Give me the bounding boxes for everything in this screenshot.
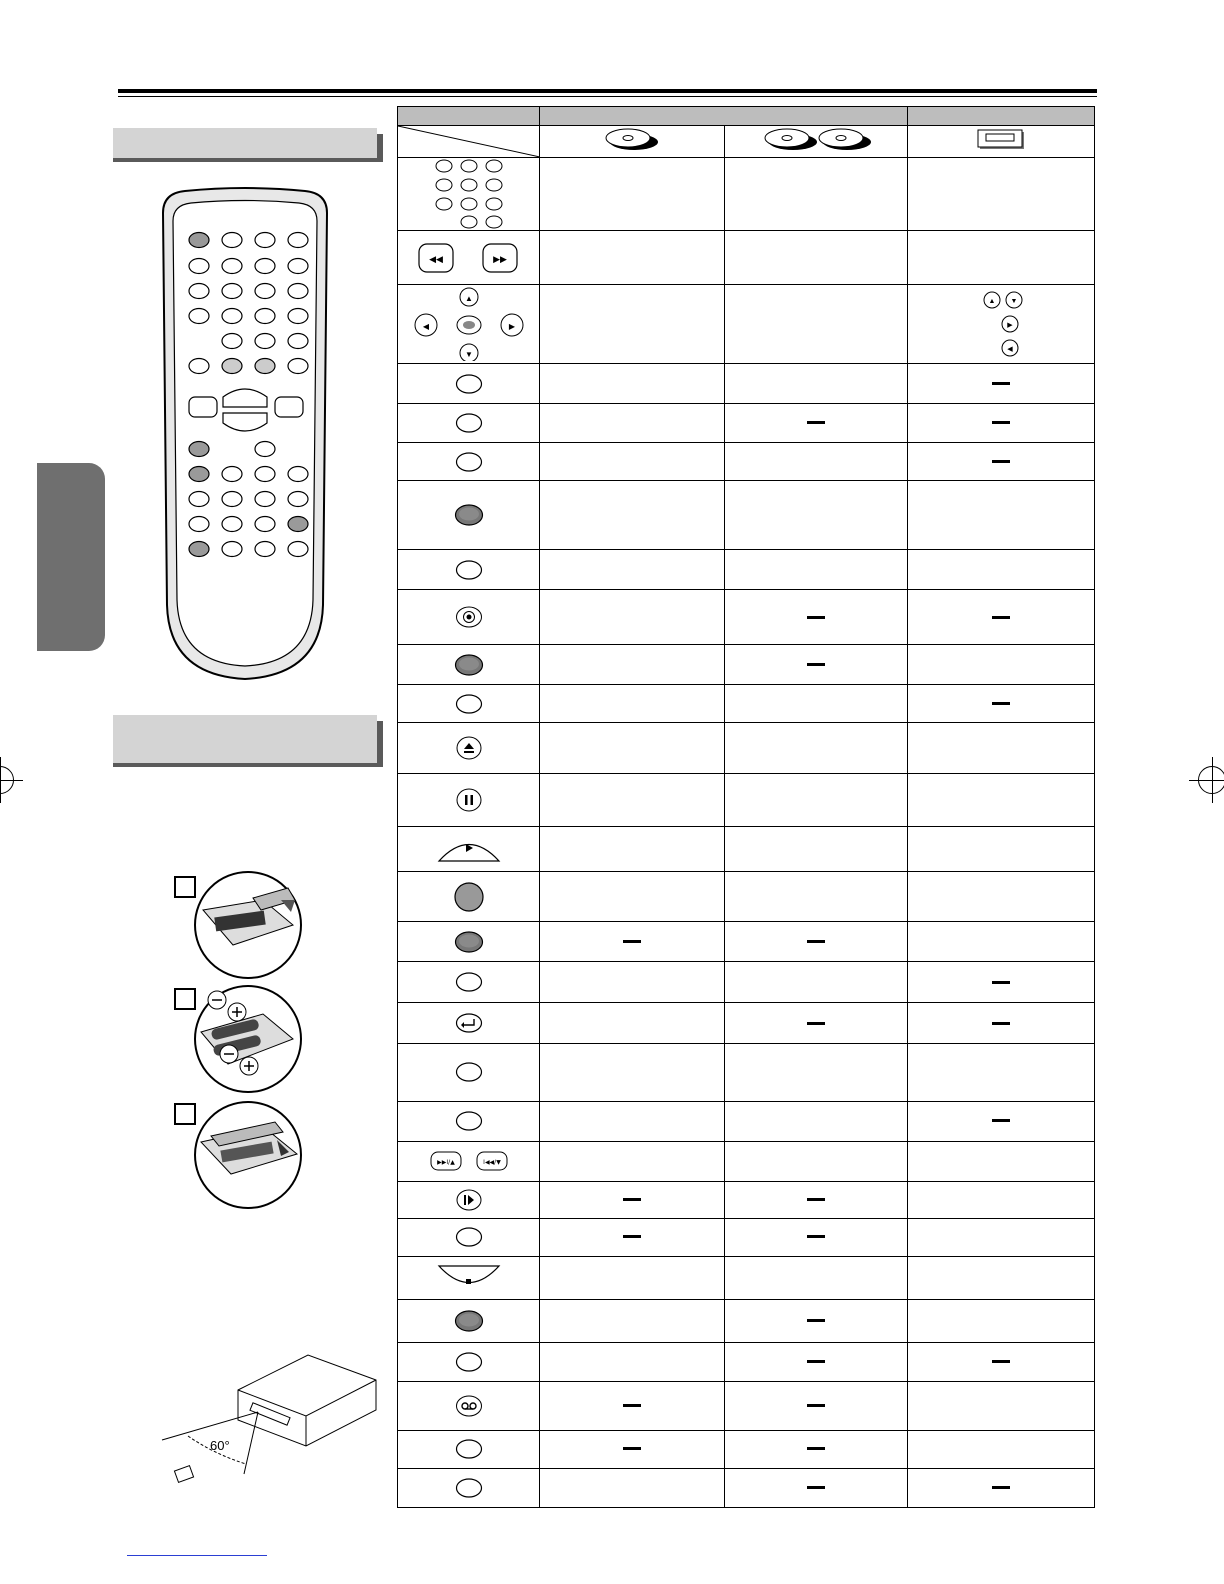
dvd-function-cell xyxy=(540,1430,725,1468)
vcr-function-cell xyxy=(908,1256,1095,1299)
table-row xyxy=(398,872,1095,922)
button-function-table xyxy=(397,106,1095,1508)
not-available-dash xyxy=(807,1022,825,1025)
cd-function-cell xyxy=(725,1256,908,1299)
svg-text:I◀◀/▼: I◀◀/▼ xyxy=(482,1159,501,1167)
vcr-function-cell xyxy=(908,1468,1095,1507)
remote-key xyxy=(255,542,275,557)
diagonal-cell xyxy=(398,126,540,158)
cd-function-cell xyxy=(725,1044,908,1101)
cd-function-cell xyxy=(725,962,908,1003)
dvd-function-cell xyxy=(540,1003,725,1044)
cd-function-cell xyxy=(725,550,908,590)
oval-button-icon xyxy=(398,1468,540,1507)
remote-key xyxy=(222,492,242,507)
battery-step-1-illustration xyxy=(193,870,303,980)
remote-key xyxy=(255,492,275,507)
remote-key xyxy=(189,309,209,324)
cd-function-cell xyxy=(725,1181,908,1218)
remote-key xyxy=(288,259,308,274)
tape-icon xyxy=(398,1381,540,1430)
cd-function-cell xyxy=(725,285,908,364)
battery-step-3-illustration xyxy=(193,1100,303,1210)
dvd-function-cell xyxy=(540,922,725,962)
remote-key xyxy=(222,359,242,374)
dvd-function-cell xyxy=(540,827,725,872)
vcr-function-cell xyxy=(908,645,1095,685)
not-available-dash xyxy=(807,940,825,943)
vcr-function-cell xyxy=(908,404,1095,443)
cd-function-cell xyxy=(725,1381,908,1430)
remote-key xyxy=(255,359,275,374)
dvd-function-cell xyxy=(540,774,725,827)
remote-key xyxy=(189,259,209,274)
remote-key xyxy=(189,284,209,299)
bottom-link-line xyxy=(127,1555,267,1556)
svg-text:◀: ◀ xyxy=(1007,345,1013,353)
skip-buttons-icon xyxy=(398,1141,540,1181)
remote-key xyxy=(288,492,308,507)
cd-function-cell xyxy=(725,158,908,231)
cd-function-cell xyxy=(725,1468,908,1507)
top-rule-thin xyxy=(118,96,1097,97)
chapter-side-tab xyxy=(37,463,105,651)
vcr-function-cell xyxy=(908,922,1095,962)
vcr-function-cell xyxy=(908,158,1095,231)
oval-button-icon xyxy=(398,1101,540,1141)
table-row xyxy=(398,1430,1095,1468)
dvd-function-cell xyxy=(540,1342,725,1381)
dvd-function-cell xyxy=(540,1218,725,1256)
table-row xyxy=(398,1101,1095,1141)
cd-function-cell xyxy=(725,827,908,872)
angle-label: 60° xyxy=(210,1438,230,1453)
not-available-dash xyxy=(807,1404,825,1407)
vcr-function-cell xyxy=(908,590,1095,645)
cd-function-cell xyxy=(725,443,908,481)
battery-step-2-illustration xyxy=(193,984,303,1094)
not-available-dash xyxy=(992,981,1010,984)
remote-key xyxy=(288,233,308,248)
table-row xyxy=(398,774,1095,827)
remote-key xyxy=(288,309,308,324)
not-available-dash xyxy=(992,1022,1010,1025)
number-keypad-icon xyxy=(398,158,540,231)
skip-key xyxy=(275,397,303,417)
cd-function-cell xyxy=(725,872,908,922)
remote-key xyxy=(189,492,209,507)
circle-target-icon xyxy=(398,590,540,645)
table-row xyxy=(398,550,1095,590)
svg-text:▼: ▼ xyxy=(1010,297,1018,305)
remote-key xyxy=(255,467,275,482)
table-row xyxy=(398,231,1095,285)
table-header-row xyxy=(398,107,1095,126)
table-row xyxy=(398,1003,1095,1044)
vcr-function-cell xyxy=(908,723,1095,774)
dvd-function-cell xyxy=(540,481,725,550)
remote-key xyxy=(288,542,308,557)
vcr-function-cell xyxy=(908,481,1095,550)
remote-key xyxy=(255,259,275,274)
oval-button-icon xyxy=(398,404,540,443)
section-heading-batteries xyxy=(113,715,377,767)
dvd-function-cell xyxy=(540,231,725,285)
arrow-keys-icon xyxy=(398,285,540,364)
table-media-row xyxy=(398,126,1095,158)
registration-mark-left xyxy=(0,766,14,794)
vhs-cassette-icon xyxy=(908,126,1095,158)
remote-key xyxy=(255,517,275,532)
dvd-function-cell xyxy=(540,1101,725,1141)
table-row xyxy=(398,685,1095,723)
remote-key xyxy=(222,233,242,248)
oval-button-icon xyxy=(398,1218,540,1256)
cd-function-cell xyxy=(725,922,908,962)
stop-icon xyxy=(398,1256,540,1299)
not-available-dash xyxy=(992,616,1010,619)
table-row xyxy=(398,1468,1095,1507)
vcr-function-cell xyxy=(908,285,1095,364)
table-row xyxy=(398,364,1095,404)
cd-function-cell xyxy=(725,481,908,550)
registration-mark-right xyxy=(1198,766,1224,794)
table-row xyxy=(398,1342,1095,1381)
not-available-dash xyxy=(623,940,641,943)
not-available-dash xyxy=(807,1447,825,1450)
remote-key xyxy=(222,259,242,274)
remote-key xyxy=(189,442,209,457)
cd-function-cell xyxy=(725,404,908,443)
vcr-function-cell xyxy=(908,1430,1095,1468)
not-available-dash xyxy=(807,1486,825,1489)
vcr-function-cell xyxy=(908,1044,1095,1101)
eject-icon xyxy=(398,723,540,774)
dvd-function-cell xyxy=(540,285,725,364)
vcr-function-cell xyxy=(908,774,1095,827)
cd-function-cell xyxy=(725,1430,908,1468)
vcr-function-cell xyxy=(908,685,1095,723)
svg-text:▶▶I/▲: ▶▶I/▲ xyxy=(436,1159,455,1167)
cd-function-cell xyxy=(725,1299,908,1342)
table-row xyxy=(398,481,1095,550)
dvd-function-cell xyxy=(540,685,725,723)
cd-function-cell xyxy=(725,590,908,645)
remote-key xyxy=(288,284,308,299)
remote-key xyxy=(255,284,275,299)
svg-text:◀◀: ◀◀ xyxy=(428,254,443,265)
vcr-function-cell xyxy=(908,962,1095,1003)
dvd-function-cell xyxy=(540,404,725,443)
oval-button-icon xyxy=(398,1430,540,1468)
not-available-dash xyxy=(807,1198,825,1201)
remote-key xyxy=(288,359,308,374)
dvd-function-cell xyxy=(540,1044,725,1101)
table-row xyxy=(398,645,1095,685)
vcr-function-cell xyxy=(908,1381,1095,1430)
not-available-dash xyxy=(807,1319,825,1322)
not-available-dash xyxy=(992,702,1010,705)
not-available-dash xyxy=(992,421,1010,424)
table-row xyxy=(398,1044,1095,1101)
not-available-dash xyxy=(807,1360,825,1363)
return-icon xyxy=(398,1003,540,1044)
dvd-function-cell xyxy=(540,1299,725,1342)
oval-dark-button-icon xyxy=(398,1299,540,1342)
dvd-function-cell xyxy=(540,158,725,231)
remote-key xyxy=(288,517,308,532)
remote-key xyxy=(189,359,209,374)
play-icon xyxy=(398,827,540,872)
table-row xyxy=(398,158,1095,231)
table-row xyxy=(398,723,1095,774)
cd-function-cell xyxy=(725,1101,908,1141)
remote-key xyxy=(222,542,242,557)
dvd-function-cell xyxy=(540,723,725,774)
remote-key xyxy=(189,233,209,248)
vcr-function-cell xyxy=(908,1218,1095,1256)
not-available-dash xyxy=(623,1235,641,1238)
vcr-function-cell xyxy=(908,550,1095,590)
cd-function-cell xyxy=(725,1003,908,1044)
not-available-dash xyxy=(992,382,1010,385)
oval-button-icon xyxy=(398,962,540,1003)
cd-function-cell xyxy=(725,685,908,723)
not-available-dash xyxy=(623,1198,641,1201)
operating-range-illustration xyxy=(158,1350,380,1490)
table-row xyxy=(398,1218,1095,1256)
oval-button-icon xyxy=(398,550,540,590)
vcr-function-cell xyxy=(908,1181,1095,1218)
oval-dark-button-icon xyxy=(398,481,540,550)
power-icon xyxy=(398,872,540,922)
svg-text:▲: ▲ xyxy=(464,294,473,304)
dvd-function-cell xyxy=(540,1141,725,1181)
cd-function-cell xyxy=(725,774,908,827)
oval-button-icon xyxy=(398,443,540,481)
cd-function-cell xyxy=(725,231,908,285)
cd-function-cell xyxy=(725,1342,908,1381)
table-row xyxy=(398,962,1095,1003)
table-row xyxy=(398,922,1095,962)
not-available-dash xyxy=(807,1235,825,1238)
oval-button-icon xyxy=(398,1044,540,1101)
cd-function-cell xyxy=(725,723,908,774)
table-row xyxy=(398,1256,1095,1299)
rewind-fastforward-icon xyxy=(398,231,540,285)
remote-key xyxy=(255,233,275,248)
remote-key xyxy=(222,517,242,532)
cd-function-cell xyxy=(725,364,908,404)
dvd-function-cell xyxy=(540,1381,725,1430)
remote-key xyxy=(189,542,209,557)
vcr-function-cell xyxy=(908,1003,1095,1044)
cd-function-cell xyxy=(725,1218,908,1256)
not-available-dash xyxy=(992,460,1010,463)
svg-text:▲: ▲ xyxy=(988,297,996,305)
remote-key xyxy=(288,467,308,482)
cd-disc-icon xyxy=(725,126,908,158)
svg-text:▼: ▼ xyxy=(464,350,473,360)
svg-text:▶: ▶ xyxy=(508,322,515,332)
top-rule xyxy=(118,89,1097,93)
table-row xyxy=(398,1141,1095,1181)
vcr-function-cell xyxy=(908,364,1095,404)
oval-dark-button-icon xyxy=(398,922,540,962)
header-vcr xyxy=(908,107,1095,126)
oval-button-icon xyxy=(398,364,540,404)
vcr-function-cell xyxy=(908,231,1095,285)
not-available-dash xyxy=(807,616,825,619)
dvd-disc-icon xyxy=(540,126,725,158)
remote-key xyxy=(222,467,242,482)
vcr-function-cell xyxy=(908,827,1095,872)
vcr-function-cell xyxy=(908,443,1095,481)
dvd-function-cell xyxy=(540,550,725,590)
section-heading-remote xyxy=(113,128,377,162)
remote-key xyxy=(255,334,275,349)
not-available-dash xyxy=(992,1119,1010,1122)
remote-key xyxy=(222,309,242,324)
remote-key xyxy=(189,467,209,482)
pause-icon xyxy=(398,774,540,827)
oval-dark-button-icon xyxy=(398,645,540,685)
dvd-function-cell xyxy=(540,962,725,1003)
not-available-dash xyxy=(623,1447,641,1450)
remote-control-illustration xyxy=(155,185,335,683)
vcr-function-cell xyxy=(908,1141,1095,1181)
table-row xyxy=(398,1381,1095,1430)
cd-function-cell xyxy=(725,645,908,685)
dvd-function-cell xyxy=(540,872,725,922)
not-available-dash xyxy=(992,1486,1010,1489)
oval-button-icon xyxy=(398,1342,540,1381)
vcr-function-cell xyxy=(908,1342,1095,1381)
table-row xyxy=(398,1299,1095,1342)
remote-key xyxy=(255,309,275,324)
table-row xyxy=(398,827,1095,872)
svg-text:◀: ◀ xyxy=(422,322,429,332)
oval-button-icon xyxy=(398,685,540,723)
dvd-function-cell xyxy=(540,364,725,404)
dvd-function-cell xyxy=(540,1468,725,1507)
dvd-function-cell xyxy=(540,1181,725,1218)
not-available-dash xyxy=(807,663,825,666)
vcr-function-cell xyxy=(908,872,1095,922)
table-row xyxy=(398,1181,1095,1218)
vcr-function-cell xyxy=(908,1299,1095,1342)
not-available-dash xyxy=(992,1360,1010,1363)
cd-function-cell xyxy=(725,1141,908,1181)
remote-key xyxy=(222,284,242,299)
dvd-function-cell xyxy=(540,443,725,481)
header-button xyxy=(398,107,540,126)
dvd-function-cell xyxy=(540,1256,725,1299)
dvd-function-cell xyxy=(540,645,725,685)
remote-key xyxy=(189,517,209,532)
step-icon xyxy=(398,1181,540,1218)
remote-key xyxy=(222,334,242,349)
skip-key xyxy=(189,397,217,417)
remote-key xyxy=(255,442,275,457)
dvd-function-cell xyxy=(540,590,725,645)
not-available-dash xyxy=(623,1404,641,1407)
table-row xyxy=(398,404,1095,443)
table-row xyxy=(398,590,1095,645)
svg-text:▶: ▶ xyxy=(1007,321,1013,329)
svg-text:▶▶: ▶▶ xyxy=(492,254,507,265)
vcr-function-cell xyxy=(908,1101,1095,1141)
not-available-dash xyxy=(807,421,825,424)
remote-key xyxy=(288,334,308,349)
table-row xyxy=(398,443,1095,481)
header-disc xyxy=(540,107,908,126)
table-row xyxy=(398,285,1095,364)
